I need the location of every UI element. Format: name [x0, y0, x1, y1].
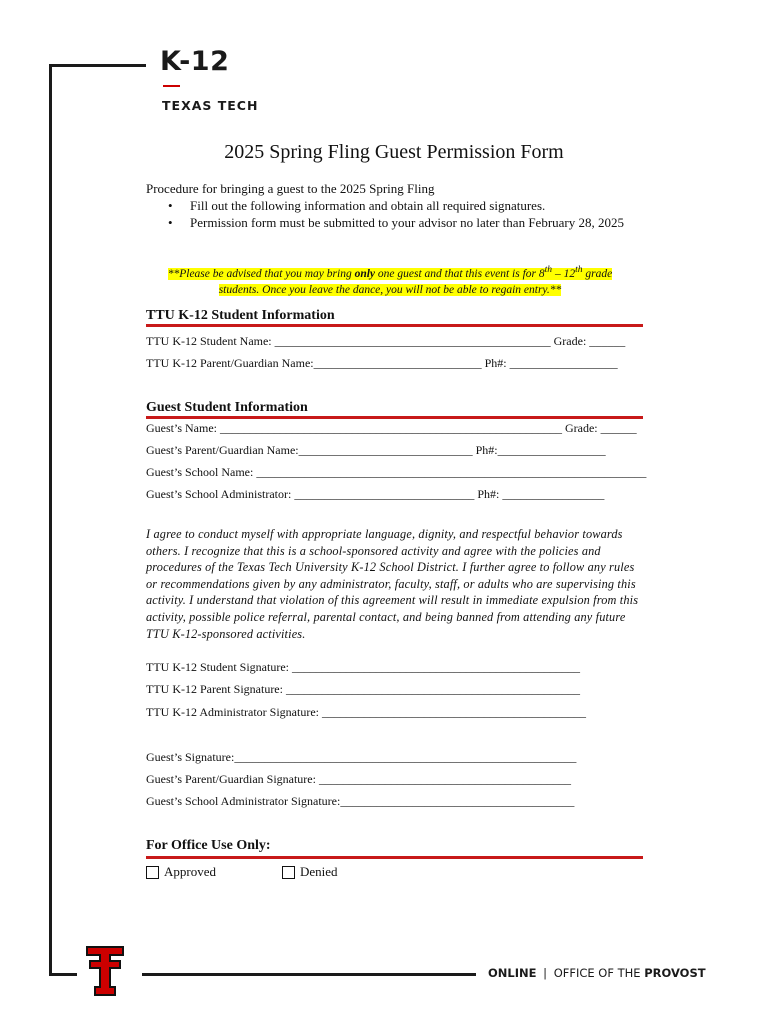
- k12-logo-text: K-12: [160, 46, 230, 77]
- ttu-parent-name-field[interactable]: TTU K-12 Parent/Guardian Name:____________________________ Ph#: __________________: [146, 356, 618, 370]
- ttu-section-rule: [146, 324, 643, 327]
- ttu-parent-signature-field[interactable]: TTU K-12 Parent Signature: _________________________________________________: [146, 682, 580, 696]
- ttu-student-signature-field[interactable]: TTU K-12 Student Signature: ________________________________________________: [146, 660, 580, 674]
- ttu-admin-signature-field[interactable]: TTU K-12 Administrator Signature: ____________________________________________: [146, 705, 586, 719]
- guest-notice: **Please be advised that you may bring only one guest and that this event is for 8th – 12th grade students. Once you leave the dance, you will not be able to regain entry.**: [167, 264, 613, 296]
- procedure-intro: Procedure for bringing a guest to the 2025 Spring Fling: [146, 181, 435, 196]
- approved-checkbox[interactable]: [146, 866, 159, 879]
- ttu-student-name-field[interactable]: TTU K-12 Student Name: ______________________________________________ Grade: ______: [146, 334, 626, 348]
- frame-top-line: [49, 64, 146, 67]
- office-use-heading: For Office Use Only:: [146, 838, 271, 853]
- guest-name-field[interactable]: Guest’s Name: _________________________________________________________ Grade: ______: [146, 421, 637, 435]
- frame-left-line: [49, 64, 52, 976]
- guest-section-rule: [146, 416, 643, 419]
- frame-bottom-right-line: [142, 973, 476, 976]
- procedure-item: • Permission form must be submitted to your advisor no later than February 28, 2025: [168, 214, 638, 231]
- texas-tech-wordmark: TEXAS TECH: [162, 98, 259, 113]
- footer-office-of-provost: ONLINE | OFFICE OF THE PROVOST: [488, 966, 706, 980]
- notice-emphasis: only: [354, 267, 376, 280]
- frame-bottom-left-line: [49, 973, 77, 976]
- guest-parent-signature-field[interactable]: Guest’s Parent/Guardian Signature: __________________________________________: [146, 772, 571, 786]
- procedure-list: [168, 197, 638, 231]
- guest-signature-field[interactable]: Guest’s Signature:_________________________________________________________: [146, 750, 577, 764]
- guest-school-admin-field[interactable]: Guest’s School Administrator: ______________________________ Ph#: _________________: [146, 487, 605, 501]
- form-title: 2025 Spring Fling Guest Permission Form: [224, 141, 564, 163]
- ttu-section-heading: TTU K-12 Student Information: [146, 308, 335, 323]
- procedure-item: • Fill out the following information and obtain all required signatures.: [168, 197, 638, 214]
- denied-label: Denied: [300, 864, 338, 879]
- guest-parent-name-field[interactable]: Guest’s Parent/Guardian Name:_____________________________ Ph#:__________________: [146, 443, 606, 457]
- office-section-rule: [146, 856, 643, 859]
- conduct-agreement: I agree to conduct myself with appropriate language, dignity, and respectful behavior towards others. I recognize that this is a school-sponsored activity and agree with the policies and procedures of the Texas Tech University K-12 School District. I further agree to follow any rules or recommendations given by any administrator, faculty, staff, or adults who are supervising this activity. I understand that violation of this agreement will result in immediate expulsion from this activity, possible police referral, parental contact, and being banned from attending any future TTU K-12-sponsored activities.: [146, 527, 639, 641]
- k12-accent-bar: [163, 85, 180, 87]
- approved-label: Approved: [164, 864, 216, 879]
- guest-school-name-field[interactable]: Guest’s School Name: _________________________________________________________________: [146, 465, 647, 479]
- guest-admin-signature-field[interactable]: Guest’s School Administrator Signature:_______________________________________: [146, 794, 575, 808]
- guest-section-heading: Guest Student Information: [146, 400, 308, 415]
- texas-tech-double-t-logo: [85, 945, 125, 1002]
- denied-checkbox[interactable]: [282, 866, 295, 879]
